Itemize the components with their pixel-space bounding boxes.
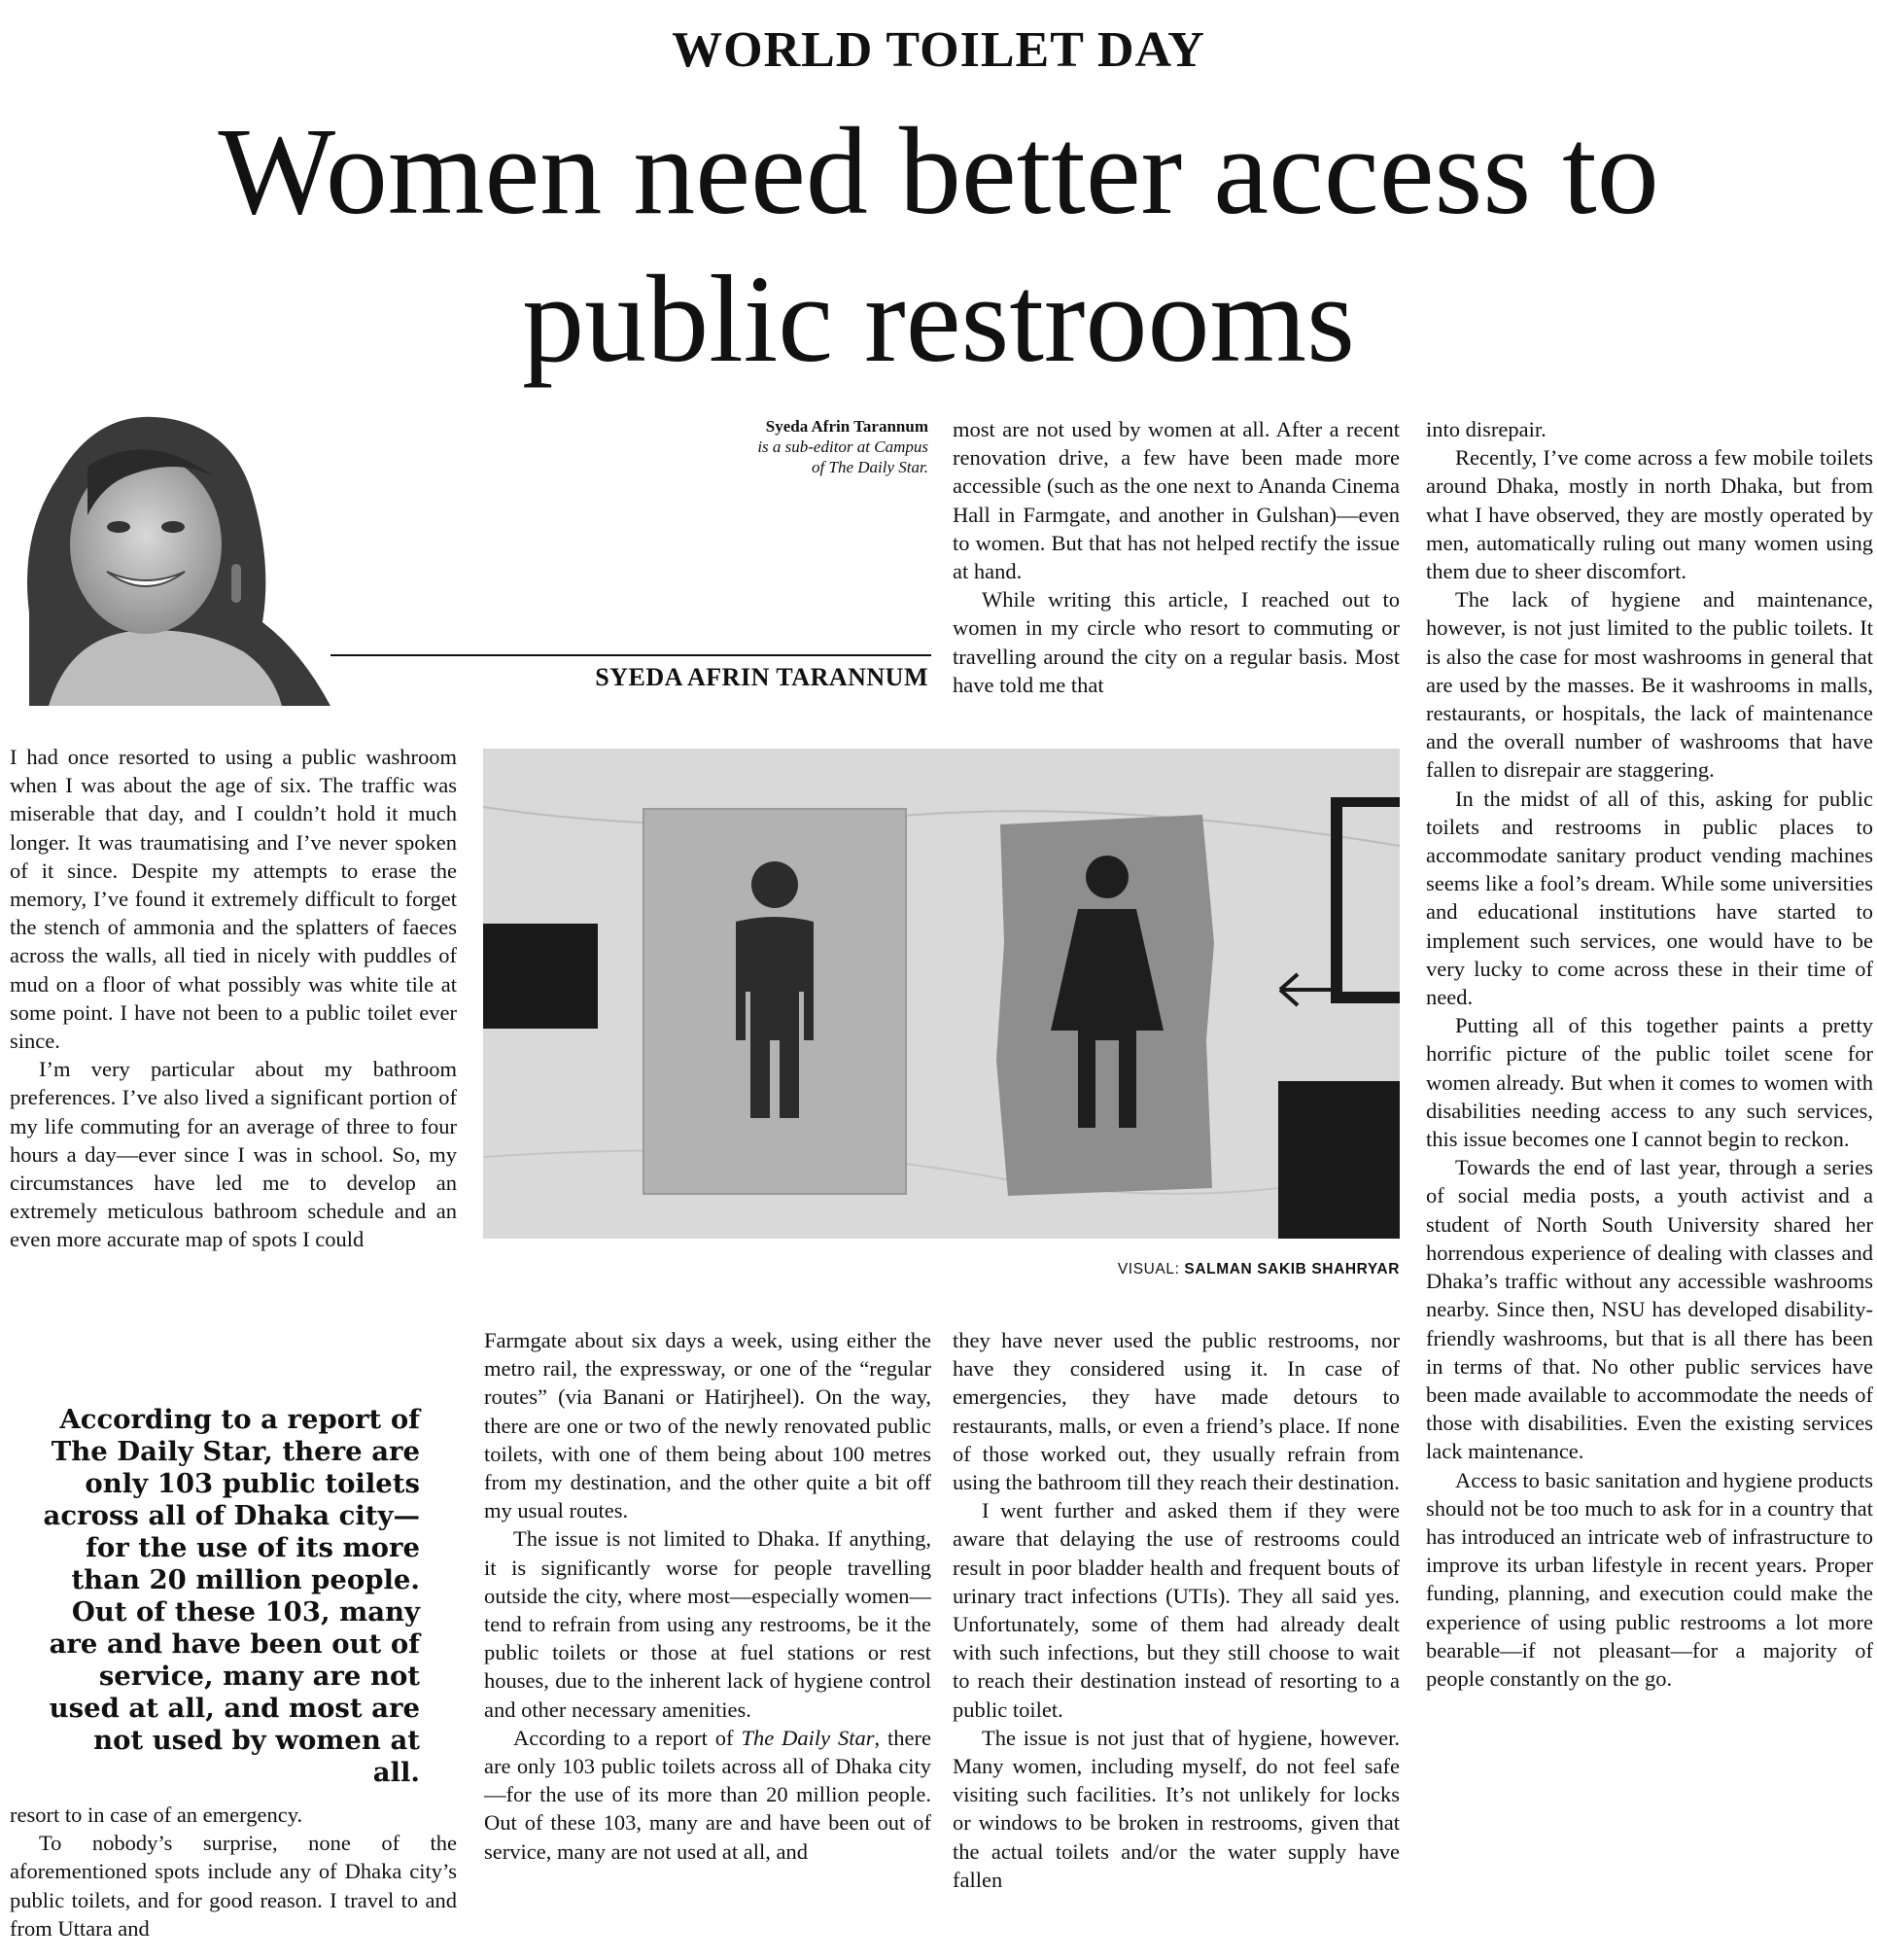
- paragraph: I had once resorted to using a public washroom when I was about the age of six. The traffic was miserable that day, and I couldn’t hold it much longer. It was traumatising and I’ve never spoken of it since. Despite my attempts to erase the memory, I’ve found it extremely difficult to forget the stench of ammonia and the splatters of faeces across the walls, all tied in nicely with puddles of mud on a floor of what possibly was white tile at some point. I have not been to a public toilet ever since.: [10, 745, 457, 1054]
- visual-credit: [972, 1261, 1400, 1278]
- paragraph: Farmgate about six days a week, using either the metro rail, the expressway, or one of the “regular routes” (via Banani or Hatirjheel). On the way, there are one or two of the newly renovated public toilets, with one of them being about 100 metres from my destination, and the other quite a bit off my usual routes.: [484, 1328, 931, 1523]
- paragraph: Recently, I’ve come across a few mobile toilets around Dhaka, mostly in north Dhaka, but from what I have observed, they are mostly operated by men, automatically ruling out many women using them due to sheer discomfort.: [1426, 445, 1873, 584]
- section-kicker: WORLD TOILET DAY: [672, 22, 1205, 78]
- headline: [0, 97, 1877, 393]
- paragraph: [484, 1724, 931, 1866]
- paragraph: resort to in case of an emergency.: [10, 1802, 303, 1827]
- publication-name: The Daily Star: [741, 1725, 875, 1750]
- paragraph: In the midst of all of this, asking for public toilets and restrooms in public places to accommodate sanitary product vending machines seems like a fool’s dream. While some universities and educational institutions have started to implement such services, one would have to be very lucky to come across these in their time of need.: [1426, 786, 1873, 1010]
- pull-quote: According to a report of The Daily Star, there are only 103 public toilets across all of Dhaka city— for the use of its more than 20 million people. Out of these 103, many are and have been out of service, many are not used at all, and most are not used by women at all.: [43, 1404, 420, 1788]
- article-column-4: [1426, 415, 1873, 1693]
- paragraph: I’m very particular about my bathroom preferences. I’ve also lived a significant portion of my life commuting for an average of three to four hours a day—ever since I was in school. So, my circumstances have led me to develop an extremely meticulous bathroom schedule and an even more accurate map of spots I could: [10, 1057, 457, 1252]
- paragraph: The issue is not limited to Dhaka. If anything, it is significantly worse for people travelling outside the city, where most—especially women—tend to refrain from using any restrooms, be it the public toilets or those at fuel stations or rest houses, due to the inherent lack of hygiene control and other necessary amenities.: [484, 1526, 931, 1722]
- paragraph: While writing this article, I reached out to women in my circle who resort to commuting or travelling around the city on a regular basis. Most have told me that: [953, 587, 1400, 697]
- credit-label: VISUAL:: [1117, 1261, 1180, 1278]
- article-column-3: [953, 1326, 1400, 1894]
- paragraph: The lack of hygiene and maintenance, however, is not just limited to the public toilets. It is also the case for most washrooms in general that are used by the masses. Be it washrooms in malls, restaurants, or hospitals, the lack of maintenance and the overall number of washrooms that have fallen to disrepair are staggering.: [1426, 587, 1873, 783]
- byline-role-2: of The Daily Star.: [812, 458, 928, 476]
- paragraph: into disrepair.: [1426, 417, 1547, 441]
- paragraph: I went further and asked them if they were aware that delaying the use of restrooms could result in poor bladder health and frequent bouts of urinary tract infections (UTIs). They all said yes. Unfortunately, some of them had already dealt with such infections, but they still choose to wait to reach their destination instead of resorting to a public toilet.: [953, 1498, 1400, 1722]
- byline-divider: [330, 654, 931, 656]
- paragraph-text: According to a report of: [513, 1725, 742, 1750]
- byline-role-1: is a sub-editor at Campus: [757, 438, 928, 456]
- paragraph: The issue is not just that of hygiene, however. Many women, including myself, do not feel safe visiting such facilities. It’s not unlikely for locks or windows to be broken in restrooms, given that the actual toilets and/or the water supply have fallen: [953, 1725, 1400, 1892]
- article-column-1-cont: [10, 1801, 457, 1942]
- paragraph: most are not used by women at all. After a recent renovation drive, a few have been made more accessible (such as the one next to Ananda Cinema Hall in Farmgate, and another in Gulshan)—even to women. But that has not helped rectify the issue at hand.: [953, 417, 1400, 584]
- credit-name: SALMAN SAKIB SHAHRYAR: [1184, 1261, 1400, 1278]
- paragraph: they have never used the public restrooms, nor have they considered using it. In case of emergencies, they have made detours to restaurants, malls, or even a friend’s place. If none of those worked out, they usually refrain from using the bathroom till they reach their destination.: [953, 1328, 1400, 1495]
- paragraph-text: , there are only 103 public toilets across all of Dhaka city—for the use of its more than 20 million people. Out of these 103, many are and have been out of service, many are not used at all, and: [484, 1725, 932, 1864]
- article-column-3-top: [953, 415, 1400, 699]
- byline-name: Syeda Afrin Tarannum: [765, 417, 928, 436]
- headline-line-1: Women need better access to: [218, 102, 1659, 240]
- byline-info: [564, 416, 928, 477]
- article-column-1: [10, 743, 457, 1254]
- author-photo: [10, 399, 340, 706]
- restroom-sign-illustration: [483, 749, 1400, 1239]
- author-name: SYEDA AFRIN TARANNUM: [595, 663, 928, 691]
- paragraph: Towards the end of last year, through a series of social media posts, a youth activist and a student of North South University shared her horrendous experience of dealing with classes and Dhaka’s traffic without any accessible washrooms nearby. Since then, NSU has developed disability-friendly washrooms, but that is all there has been in terms of that. No other public services have been made available to accommodate the needs of those with disabilities. Even the existing services lack maintenance.: [1426, 1155, 1873, 1464]
- paragraph: Putting all of this together paints a pretty horrific picture of the public toilet scene for women already. But when it comes to women with disabilities needing access to any such services, this issue becomes one I cannot begin to reckon.: [1426, 1013, 1873, 1152]
- headline-line-2: public restrooms: [522, 250, 1355, 388]
- paragraph: Access to basic sanitation and hygiene products should not be too much to ask for in a country that has introduced an intricate web of infrastructure to improve its urban lifestyle in recent years. Proper funding, planning, and execution could make the experience of using public restrooms a lot more bearable—if not pleasant—for a majority of people constantly on the go.: [1426, 1467, 1873, 1691]
- paragraph: To nobody’s surprise, none of the aforementioned spots include any of Dhaka city’s public toilets, and for good reason. I travel to and from Uttara and: [10, 1831, 457, 1941]
- article-column-2: [484, 1326, 931, 1866]
